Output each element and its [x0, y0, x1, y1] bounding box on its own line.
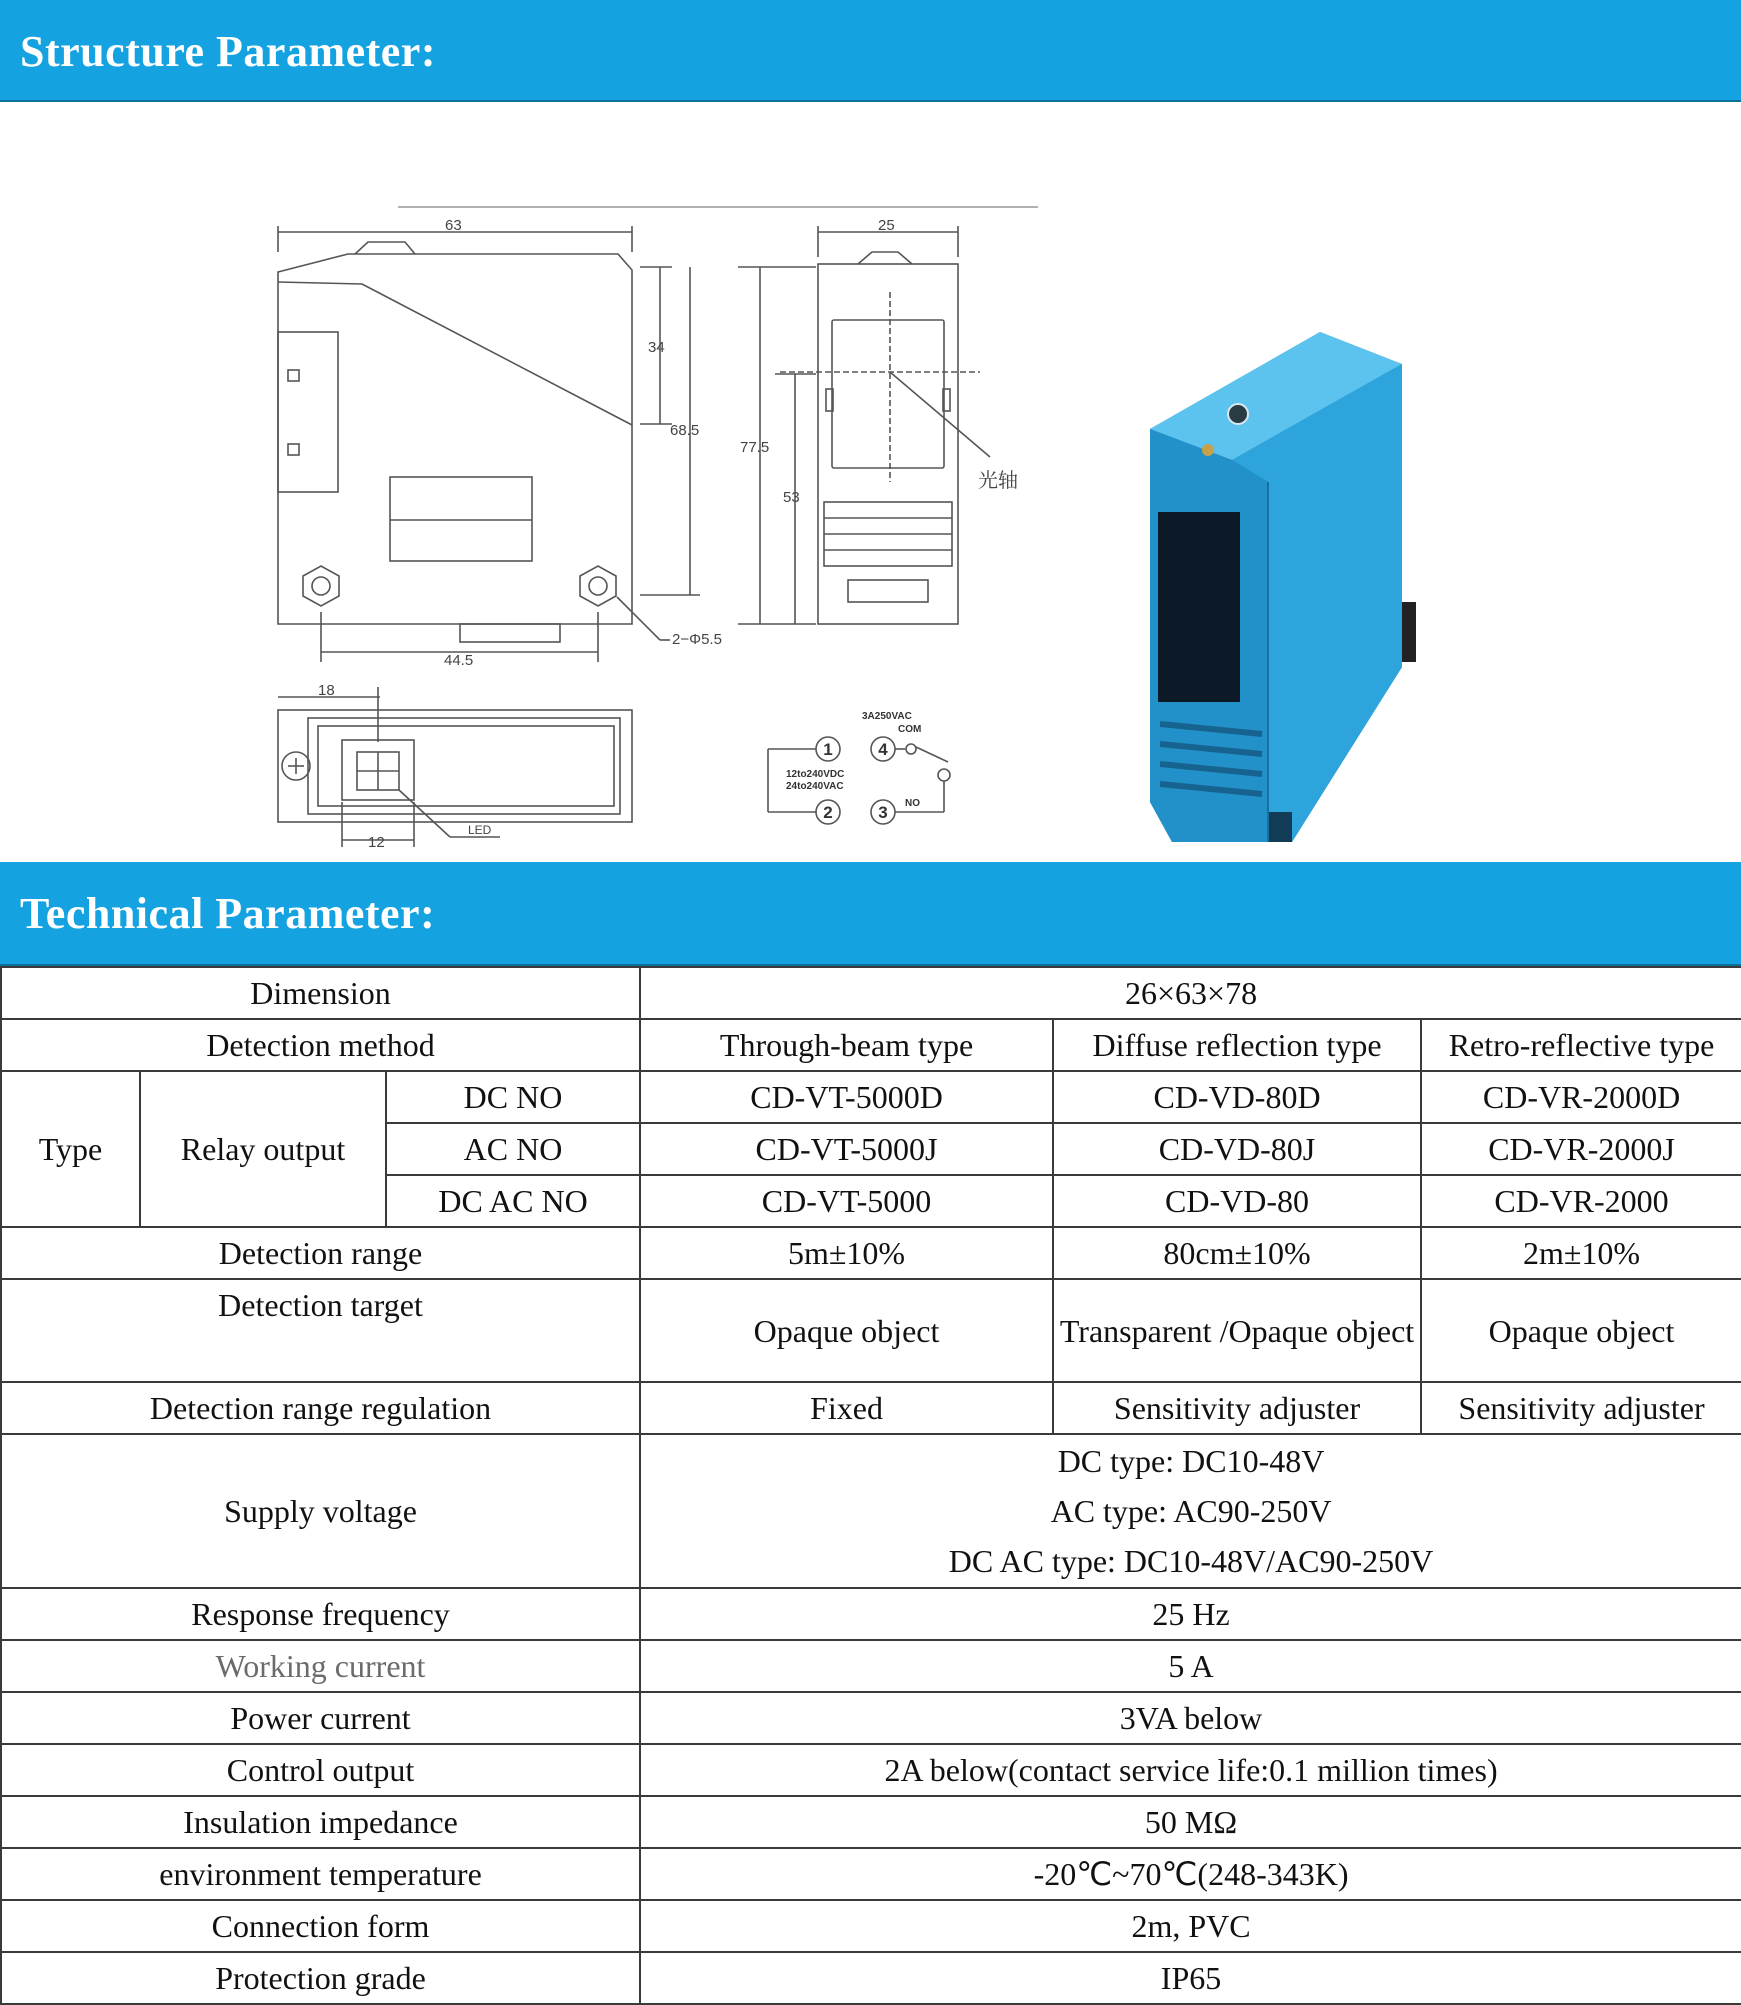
response-frequency-label: Response frequency [1, 1588, 640, 1640]
environment-temperature-value: -20℃~70℃(248-343K) [640, 1848, 1741, 1900]
response-frequency-value: 25 Hz [640, 1588, 1741, 1640]
range-regulation-value: Sensitivity adjuster [1053, 1382, 1421, 1434]
table-row [1, 1640, 1741, 1692]
detection-range-value: 2m±10% [1421, 1227, 1741, 1279]
table-row [1, 1796, 1741, 1848]
technical-parameter-banner [0, 862, 1741, 966]
technical-parameter-table [0, 966, 1741, 2005]
dim-44-5-label: 44.5 [444, 652, 474, 669]
range-regulation-value: Sensitivity adjuster [1421, 1382, 1741, 1434]
model-cell: CD-VR-2000J [1421, 1123, 1741, 1175]
supply-dc-label: 12to240VDC [786, 769, 845, 780]
type-row-name: DC AC NO [386, 1175, 640, 1227]
table-row [1, 967, 1741, 1019]
technical-parameter-title: Technical Parameter: [20, 889, 436, 938]
type-row-name: AC NO [386, 1123, 640, 1175]
range-regulation-label: Detection range regulation [1, 1382, 640, 1434]
table-row [1, 1434, 1741, 1588]
detection-target-value: Opaque object [1421, 1279, 1741, 1382]
protection-grade-value: IP65 [640, 1952, 1741, 2004]
structure-parameter-banner [0, 0, 1741, 102]
model-cell: CD-VT-5000J [640, 1123, 1053, 1175]
detection-range-value: 80cm±10% [1053, 1227, 1421, 1279]
dim-2-phi-5-5-label: 2−Φ5.5 [672, 631, 722, 648]
table-row [1, 1227, 1741, 1279]
working-current-label: Working current [1, 1640, 640, 1692]
detection-method-diffuse: Diffuse reflection type [1053, 1019, 1421, 1071]
dim-25-label: 25 [878, 217, 895, 234]
com-label: COM [898, 724, 922, 735]
no-label: NO [905, 798, 920, 809]
model-cell: CD-VT-5000 [640, 1175, 1053, 1227]
led-label: LED [468, 823, 492, 837]
supply-voltage-dcac: DC AC type: DC10-48V/AC90-250V [948, 1543, 1434, 1579]
table-row [1, 1382, 1741, 1434]
terminal-2-label: 2 [823, 803, 833, 822]
dim-53-label: 53 [783, 489, 800, 506]
model-cell: CD-VT-5000D [640, 1071, 1053, 1123]
working-current-value: 5 A [640, 1640, 1741, 1692]
table-row [1, 1019, 1741, 1071]
control-output-value: 2A below(contact service life:0.1 million times) [640, 1744, 1741, 1796]
type-label: Type [1, 1071, 140, 1227]
range-regulation-value: Fixed [640, 1382, 1053, 1434]
supply-voltage-dc: DC type: DC10-48V [1057, 1443, 1325, 1479]
relay-output-label: Relay output [140, 1071, 386, 1227]
power-current-label: Power current [1, 1692, 640, 1744]
dim-77-5-label: 77.5 [740, 439, 770, 456]
supply-voltage-value [640, 1434, 1741, 1588]
table-row [1, 1900, 1741, 1952]
detection-range-value: 5m±10% [640, 1227, 1053, 1279]
supply-voltage-ac: AC type: AC90-250V [1050, 1493, 1332, 1529]
table-row [1, 1744, 1741, 1796]
table-row [1, 1692, 1741, 1744]
terminal-4-label: 4 [878, 740, 888, 759]
model-cell: CD-VR-2000D [1421, 1071, 1741, 1123]
product-photo [1150, 332, 1416, 842]
model-cell: CD-VR-2000 [1421, 1175, 1741, 1227]
table-row [1, 1848, 1741, 1900]
dimension-value: 26×63×78 [640, 967, 1741, 1019]
detection-method-label: Detection method [1, 1019, 640, 1071]
optical-axis-label: 光轴 [978, 470, 1018, 492]
dim-34-label: 34 [648, 339, 665, 356]
dim-18-label: 18 [318, 682, 335, 699]
model-cell: CD-VD-80D [1053, 1071, 1421, 1123]
dim-12-label: 12 [368, 834, 385, 851]
insulation-impedance-value: 50 MΩ [640, 1796, 1741, 1848]
dimension-drawing [0, 102, 1741, 862]
supply-voltage-label: Supply voltage [1, 1434, 640, 1588]
structure-drawing-area [0, 102, 1741, 862]
insulation-impedance-label: Insulation impedance [1, 1796, 640, 1848]
structure-parameter-title: Structure Parameter: [20, 27, 436, 76]
terminal-1-label: 1 [823, 740, 833, 759]
table-row [1, 1952, 1741, 2004]
connection-form-value: 2m, PVC [640, 1900, 1741, 1952]
environment-temperature-label: environment temperature [1, 1848, 640, 1900]
detection-method-through-beam: Through-beam type [640, 1019, 1053, 1071]
detection-target-value: Transparent /Opaque object [1053, 1279, 1421, 1382]
table-row [1, 1071, 1741, 1123]
type-row-name: DC NO [386, 1071, 640, 1123]
model-cell: CD-VD-80J [1053, 1123, 1421, 1175]
detection-target-value: Opaque object [640, 1279, 1053, 1382]
detection-range-label: Detection range [1, 1227, 640, 1279]
relay-rating-label: 3A250VAC [862, 711, 912, 722]
dimension-label: Dimension [1, 967, 640, 1019]
supply-ac-label: 24to240VAC [786, 781, 844, 792]
detection-method-retro: Retro-reflective type [1421, 1019, 1741, 1071]
detection-target-label: Detection target [1, 1279, 640, 1382]
dim-63-label: 63 [445, 217, 462, 234]
control-output-label: Control output [1, 1744, 640, 1796]
connection-form-label: Connection form [1, 1900, 640, 1952]
table-row [1, 1588, 1741, 1640]
model-cell: CD-VD-80 [1053, 1175, 1421, 1227]
dim-68-5-label: 68.5 [670, 422, 700, 439]
table-row [1, 1279, 1741, 1382]
protection-grade-label: Protection grade [1, 1952, 640, 2004]
terminal-3-label: 3 [878, 803, 888, 822]
power-current-value: 3VA below [640, 1692, 1741, 1744]
